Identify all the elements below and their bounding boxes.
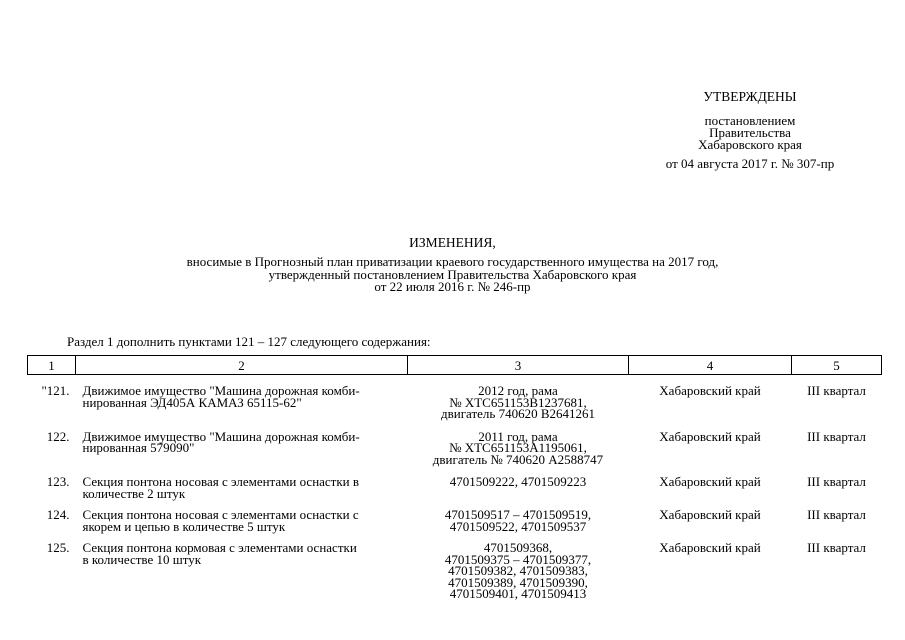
column-header-3: 3 (408, 356, 629, 375)
column-header-4: 4 (629, 356, 792, 375)
table-row (28, 476, 882, 509)
subtitle-line-1: вносимые в Прогнозный план приватизации краевого государственного имущества на 2017 год, (186, 254, 719, 269)
item-region: Хабаровский край (659, 507, 761, 522)
approval-line-2: Правительства (709, 124, 791, 140)
item-region: Хабаровский край (659, 383, 761, 398)
approval-line-1: постановлением (704, 112, 796, 128)
item-region: Хабаровский край (659, 540, 761, 555)
item-name: Секция понтона кормовая с элементами оснастки в количестве 10 штук (82, 540, 357, 567)
intro-paragraph: Раздел 1 дополнить пунктами 121 – 127 следующего содержания: (67, 334, 431, 349)
row-number: 123. (46, 474, 70, 489)
item-details: 4701509222, 4701509223 (449, 474, 587, 489)
subtitle-line-2: утвержденный постановлением Правительства Хабаровского края (268, 266, 637, 282)
row-number: 124. (46, 507, 70, 522)
row-number: 125. (46, 540, 70, 555)
table-row (28, 509, 882, 542)
row-number: 122. (46, 428, 70, 444)
column-header-1: 1 (28, 356, 76, 375)
column-header-2: 2 (76, 356, 408, 375)
item-details: 4701509517 – 4701509519, 4701509522, 4701509537 (444, 507, 592, 534)
item-name: Секция понтона носовая с элементами оснастки с якорем и цепью в количестве 5 штук (82, 507, 359, 534)
table-row (28, 542, 882, 611)
item-details: 2012 год, рама № XTC651153B1237681, двигатель 740620 B2641261 (440, 383, 595, 421)
item-region: Хабаровский край (659, 474, 761, 489)
item-quarter: III квартал (807, 428, 866, 444)
item-details: 2011 год, рама № XTC651153A1195061, двигатель № 740620 A2588747 (432, 428, 604, 467)
column-header-5: 5 (792, 356, 882, 375)
approval-date: от 04 августа 2017 г. № 307-пр (665, 155, 835, 171)
table-header-row (28, 356, 882, 375)
approval-line-3: Хабаровского края (698, 136, 802, 152)
subtitle-line-3: от 22 июля 2016 г. № 246-пр (374, 279, 531, 294)
item-quarter: III квартал (807, 474, 866, 489)
item-region: Хабаровский край (659, 428, 761, 444)
table-row (28, 385, 882, 431)
table-row (28, 431, 882, 477)
row-number: "121. (41, 383, 70, 398)
changes-table (27, 355, 882, 611)
approval-stamp (640, 90, 860, 170)
approval-heading: УТВЕРЖДЕНЫ (703, 89, 797, 104)
item-quarter: III квартал (807, 540, 866, 555)
document-subtitle (0, 256, 905, 294)
item-quarter: III квартал (807, 507, 866, 522)
item-name: Движимое имущество "Машина дорожная комби- нированная ЭД405А КАМАЗ 65115-62" (82, 383, 360, 410)
item-details: 4701509368, 4701509375 – 4701509377, 4701509382, 4701509383, 4701509389, 4701509390, 4701509401, 4701509413 (444, 540, 592, 601)
document-title: ИЗМЕНЕНИЯ, (409, 235, 496, 250)
item-name: Движимое имущество "Машина дорожная комби- нированная 579090" (82, 428, 360, 455)
item-name: Секция понтона носовая с элементами оснастки в количестве 2 штук (82, 474, 360, 501)
item-quarter: III квартал (807, 383, 866, 398)
